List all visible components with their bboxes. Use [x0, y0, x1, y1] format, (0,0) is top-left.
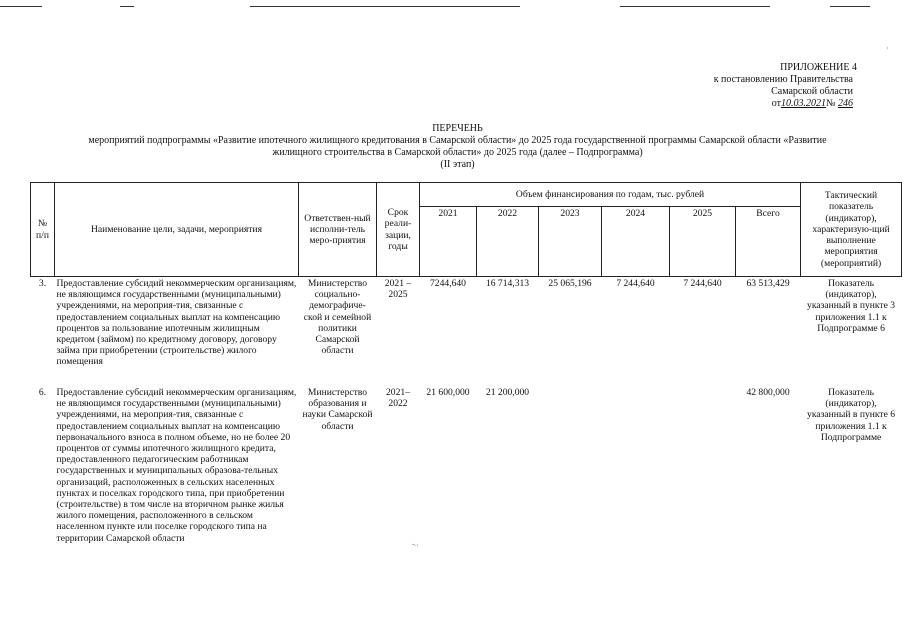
- row-executor: Министерство социально-демографиче-ской и семейной политики Самарской области: [303, 278, 372, 357]
- appendix-decree: к постановлению Правительства: [713, 74, 853, 85]
- row-2022: 16 714,313: [485, 278, 530, 289]
- header-num: № п/п: [31, 183, 55, 277]
- row-2025: [670, 377, 736, 544]
- handwritten-date: 10.03.2021: [780, 98, 826, 109]
- row-2025: 7 244,640: [683, 278, 722, 289]
- appendix-region: Самарской области: [771, 86, 853, 97]
- header-funding: Объем финансирования по годам, тыс. рублей: [420, 183, 801, 207]
- row-2023: 25 065,196: [548, 278, 592, 289]
- header-year-2025: 2025: [670, 207, 736, 277]
- row-total: 63 513,429: [746, 278, 790, 289]
- row-name: Предоставление субсидий некоммерческим организациям, не являющимся государственными (муниципальными) учреждениями, на мероприя-тия, связанные с предоставлением социальных выплат на компенсацию процентов за пользование ипотечным жилищным кредитом (займом) по кредитному договору, договору займа при приобретении (строительстве) жилого помещения: [56, 278, 297, 368]
- header-year-2022: 2022: [477, 207, 539, 277]
- header-indicator: Тактический показатель (индикатор), характеризую-щий выполнение мероприятия (мероприятий): [801, 183, 902, 277]
- title-line-1: мероприятий подпрограммы «Развитие ипотечного жилищного кредитования в Самарской области» до 2025 года государственной программы Самарской области «Развитие: [88, 135, 827, 146]
- header-term: Срок реали-зации, годы: [377, 183, 420, 277]
- header-year-2021: 2021: [420, 207, 477, 277]
- header-year-2023: 2023: [539, 207, 602, 277]
- header-year-2024: 2024: [602, 207, 670, 277]
- row-num: 3.: [38, 278, 47, 289]
- table-row: [31, 277, 902, 378]
- header-executor: Ответствен-ный исполни-тель меро-приятия: [299, 183, 377, 277]
- row-indicator: Показатель (индикатор), указанный в пункте 6 приложения 1.1 к Подпрограмме: [807, 387, 896, 443]
- title-heading: ПЕРЕЧЕНЬ: [432, 123, 483, 134]
- measures-table: [30, 182, 902, 544]
- row-2023: [539, 377, 602, 544]
- row-2021: 21 600,000: [426, 387, 470, 398]
- row-num: 6.: [38, 387, 47, 398]
- row-term: 2021– 2022: [386, 387, 410, 410]
- row-executor: Министерство образования и науки Самарской области: [302, 387, 373, 432]
- scan-speck: –·: [410, 539, 421, 550]
- row-2022: 21 200,000: [485, 387, 530, 398]
- row-term: 2021 – 2025: [384, 278, 412, 301]
- document-title: [40, 123, 875, 171]
- title-line-2: жилищного строительства в Самарской области» до 2025 года (далее – Подпрограмма): [272, 147, 643, 158]
- header-name: Наименование цели, задачи, мероприятия: [55, 183, 299, 277]
- handwritten-number: 246: [838, 98, 853, 109]
- row-2024: 7 244,640: [616, 278, 655, 289]
- title-stage: (II этап): [440, 159, 475, 170]
- header-total: Всего: [736, 207, 801, 277]
- row-2021: 7244,640: [430, 278, 466, 289]
- row-indicator: Показатель (индикатор), указанный в пункте 3 приложения 1.1 к Подпрограмме 6: [807, 278, 896, 334]
- scan-speck: ·: [886, 44, 889, 53]
- appendix-block: [653, 62, 857, 110]
- row-name: Предоставление субсидий некоммерческим организациям, не являющимся государственными (муниципальными) учреждениями, на мероприя-тия, связанные с предоставлением социальных выплат на компенсацию первоначального взноса в полном объеме, но не более 20 процентов от суммы ипотечного жилищного кредита, предоставленного педагогическим работникам государственных и муниципальных образова-тельных организаций, расположенных в сельских населенных пунктах и поселках городского типа, при приобретении (строительстве) в том числе на вторичном рынке жилья жилого помещения, расположенного в сельском населенном пункте или поселке городского типа на территории Самарской области: [56, 387, 297, 544]
- appendix-date-line: от10.03.2021№ 246: [771, 98, 853, 109]
- table-row: [31, 377, 902, 544]
- row-2024: [602, 377, 670, 544]
- appendix-title: ПРИЛОЖЕНИЕ 4: [780, 62, 857, 73]
- top-rule: [0, 0, 905, 8]
- row-total: 42 800,000: [746, 387, 790, 398]
